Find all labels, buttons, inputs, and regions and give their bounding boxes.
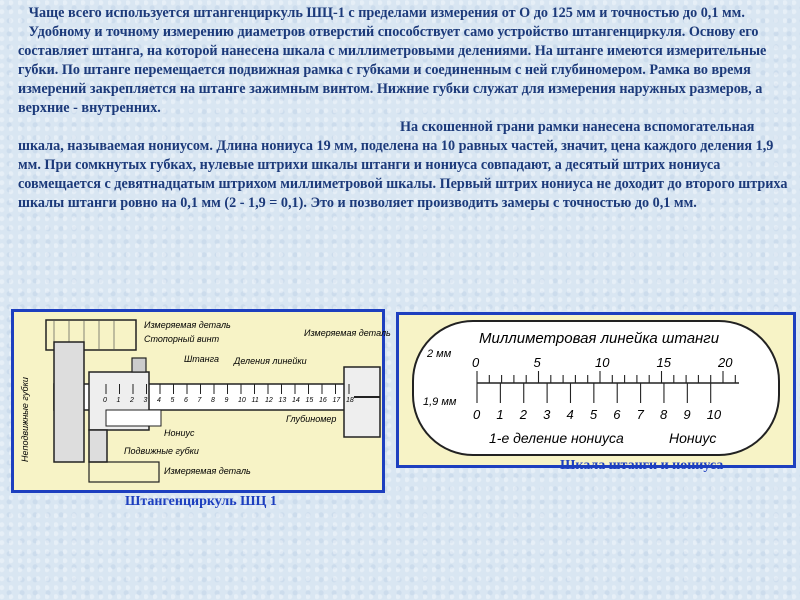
bar-tick-label: 15 xyxy=(305,397,314,404)
scale-figure-panel xyxy=(396,312,796,468)
caliper-figure-panel xyxy=(11,309,391,493)
vernier-number: 7 xyxy=(636,407,644,422)
label-fixed-jaws: Неподвижные губки xyxy=(20,377,30,462)
vernier-number: 3 xyxy=(543,407,551,422)
label-measured-part-top: Измеряемая деталь xyxy=(144,320,231,330)
paragraph-2: Удобному и точному измерению диаметров отверстий способствует само устройство штангенциркуля. Основу его составляет штанга, на которой нанесена шкала с миллиметровыми делениями. На штанге имеются измерительные губки. По штанге перемещается подвижная рамка с губками и соединенным с ней глубиномером. Рамка во время измерений закрепляется на штанге зажимным винтом. Нижние губки служат для измерения наружных размеров, а верхние - внутренних. xyxy=(18,24,767,116)
label-ruler-divisions: Деления линейки xyxy=(234,356,307,366)
vernier-number: 0 xyxy=(473,407,481,422)
label-bar: Штанга xyxy=(184,354,219,364)
bar-tick-label: 12 xyxy=(265,397,273,404)
label-depth-gauge: Глубиномер xyxy=(286,414,337,424)
mm-number: 5 xyxy=(533,355,541,370)
vernier-number: 2 xyxy=(519,407,527,422)
label-locking-screw: Стопорный винт xyxy=(144,334,220,344)
paragraph-3: На скошенной грани рамки нанесена вспомогательная шкала, называемая нониусом. Длина нониуса 19 мм, поделена на 10 равных частей, значит, цена каждого деления 1,9 мм. При сомкнутых губках, нулевые штрихи шкалы штанги и нониуса совпадают, а десятый штрих нониуса совмещается с девятнадцатым штрихом миллиметровой шкалы. Первый штрих нониуса не доходит до второго штриха шкалы штанги ровно на 0,1 мм (2 - 1,9 = 0,1). Это и позволяет производить замеры с точностью до 0,1 мм. xyxy=(18,119,788,211)
label-first-division: 1-е деление нониуса xyxy=(489,430,624,446)
bar-tick-label: 4 xyxy=(157,397,161,404)
scale-title: Миллиметровая линейка штанги xyxy=(479,330,720,347)
label-2mm: 2 мм xyxy=(427,348,452,360)
bar-tick-label: 7 xyxy=(197,397,202,404)
bar-tick-label: 14 xyxy=(292,397,300,404)
bar-tick-label: 0 xyxy=(103,397,107,404)
bar-tick-label: 8 xyxy=(211,397,215,404)
bar-tick-label: 10 xyxy=(238,397,246,404)
body-text xyxy=(18,4,788,213)
mm-number: 15 xyxy=(656,355,671,370)
vernier-number: 6 xyxy=(613,407,621,422)
mm-number: 10 xyxy=(595,355,610,370)
mm-number: 20 xyxy=(718,355,733,370)
vernier-plate-shape xyxy=(106,410,161,426)
label-vernier: Нониус xyxy=(164,428,195,438)
fixed-jaw-shape xyxy=(54,342,84,462)
label-vernier-scale: Нониус xyxy=(669,430,717,446)
scale-caption: Шкала штанги и нониуса xyxy=(560,458,724,473)
bar-tick-label: 17 xyxy=(332,397,341,404)
label-movable-jaws: Подвижные губки xyxy=(124,446,199,456)
bar-tick-label: 13 xyxy=(278,397,287,404)
bar-tick-label: 2 xyxy=(130,397,134,404)
label-measured-part-bottom: Измеряемая деталь xyxy=(164,466,251,476)
bar-tick-label: 18 xyxy=(346,397,354,404)
bar-tick-label: 3 xyxy=(143,397,148,404)
bar-tick-label: 9 xyxy=(224,397,229,404)
mm-number: 0 xyxy=(472,355,480,370)
locking-screw-shape xyxy=(132,358,146,372)
bar-tick-label: 5 xyxy=(170,397,175,404)
vernier-number: 4 xyxy=(566,407,574,422)
measured-part-bottom-shape xyxy=(89,462,159,482)
bar-tick-label: 1 xyxy=(116,397,121,404)
paragraph-1: Чаще всего используется штангенциркуль ШЦ-1 с пределами измерения от О до 125 мм и точностью до 0,1 мм. xyxy=(28,5,745,21)
vernier-number: 9 xyxy=(683,407,691,422)
movable-jaw-shape xyxy=(89,430,107,462)
scale-diagram xyxy=(399,315,793,465)
label-19mm: 1,9 мм xyxy=(423,396,457,408)
vernier-number: 10 xyxy=(706,407,722,422)
vernier-number: 8 xyxy=(659,407,668,422)
vernier-number: 5 xyxy=(589,407,598,422)
vernier-number: 1 xyxy=(496,407,504,422)
label-measured-part-right: Измеряемая деталь xyxy=(304,328,391,338)
bar-tick-label: 16 xyxy=(319,397,327,404)
bar-tick-label: 11 xyxy=(251,397,259,404)
bar-tick-label: 6 xyxy=(184,397,188,404)
caliper-caption: Штангенциркуль ШЦ 1 xyxy=(125,494,277,509)
caliper-diagram xyxy=(14,312,391,490)
